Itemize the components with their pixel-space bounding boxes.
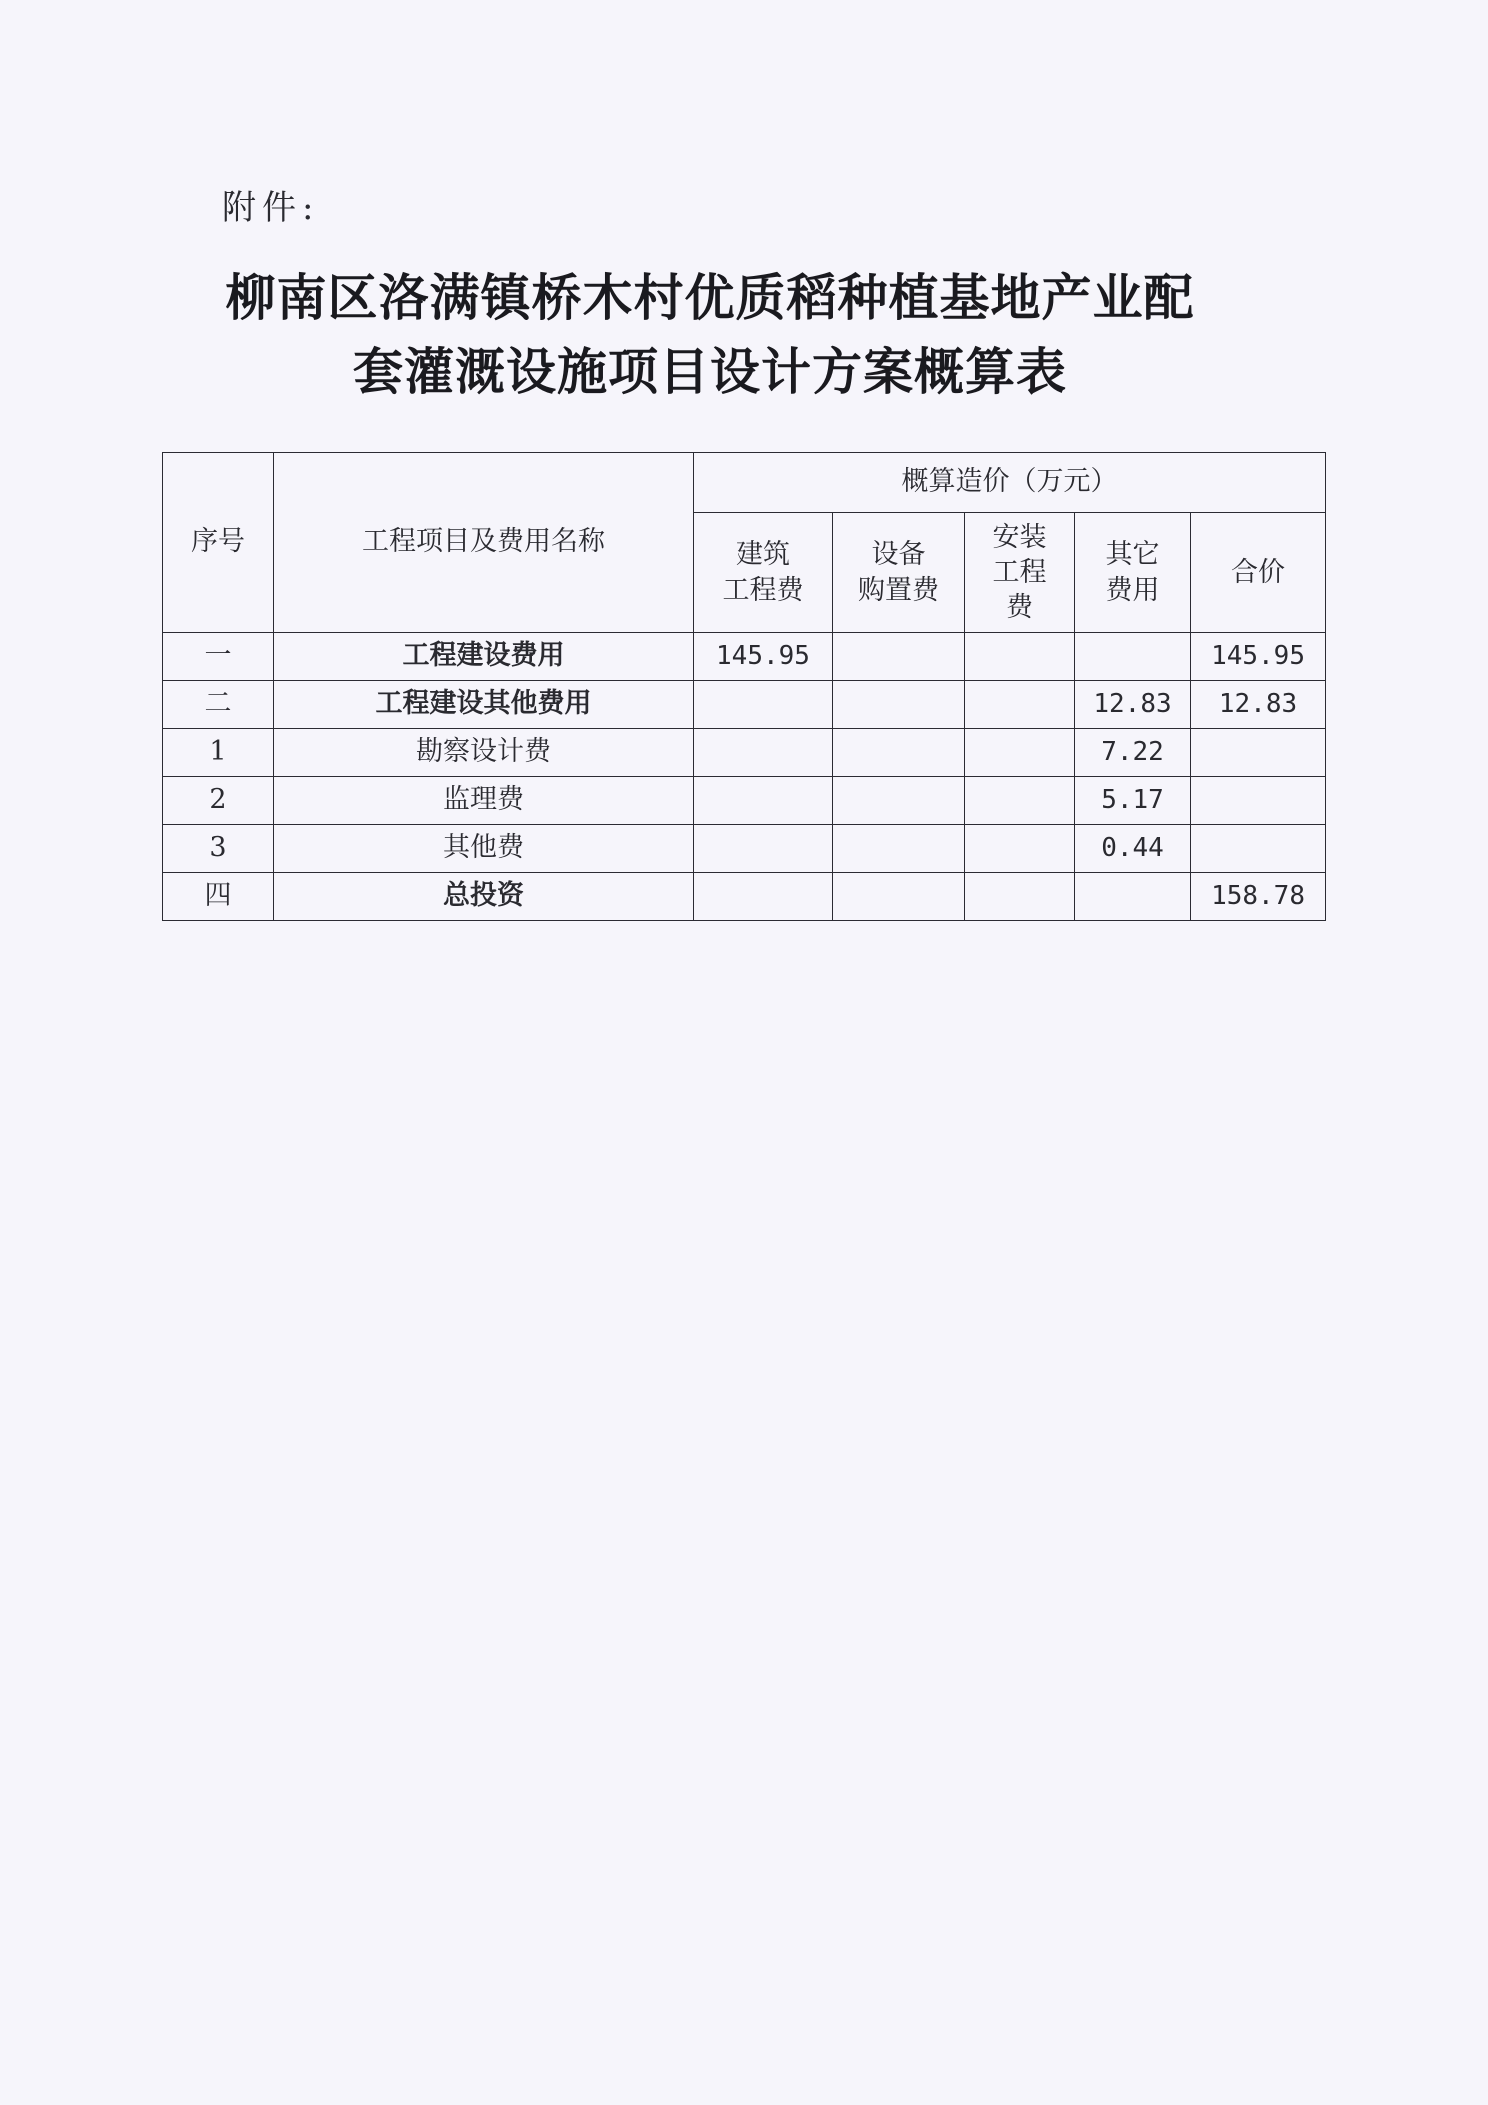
cell-installation — [965, 777, 1075, 825]
cell-equipment — [833, 633, 965, 681]
budget-estimate-table — [162, 452, 1326, 921]
table-row — [163, 729, 1326, 777]
cell-seq: 3 — [163, 825, 274, 873]
cell-construction — [694, 729, 833, 777]
cell-item-name: 工程建设其他费用 — [274, 681, 694, 729]
cell-total — [1191, 729, 1326, 777]
cell-equipment — [833, 729, 965, 777]
cell-other — [1075, 633, 1191, 681]
cell-seq: 四 — [163, 873, 274, 921]
table-row — [163, 873, 1326, 921]
document-title-line-2: 套灌溉设施项目设计方案概算表 — [353, 342, 1067, 401]
cell-installation — [965, 729, 1075, 777]
cell-construction: 145.95 — [694, 633, 833, 681]
cell-equipment — [833, 873, 965, 921]
cell-installation — [965, 633, 1075, 681]
cell-other: 5.17 — [1075, 777, 1191, 825]
attachment-label: 附件: — [222, 188, 320, 228]
cell-item-name: 监理费 — [274, 777, 694, 825]
cell-total — [1191, 777, 1326, 825]
cell-installation — [965, 825, 1075, 873]
cell-construction — [694, 777, 833, 825]
cell-seq: 1 — [163, 729, 274, 777]
table-row — [163, 825, 1326, 873]
cell-item-name: 总投资 — [274, 873, 694, 921]
cell-equipment — [833, 681, 965, 729]
cell-other — [1075, 873, 1191, 921]
cell-total: 145.95 — [1191, 633, 1326, 681]
cell-seq: 一 — [163, 633, 274, 681]
cell-other: 0.44 — [1075, 825, 1191, 873]
cell-other: 7.22 — [1075, 729, 1191, 777]
cell-construction — [694, 825, 833, 873]
cell-equipment — [833, 825, 965, 873]
header-seq: 序号 — [163, 453, 274, 633]
header-cost-group: 概算造价（万元） — [694, 453, 1326, 513]
cell-total: 12.83 — [1191, 681, 1326, 729]
cell-equipment — [833, 777, 965, 825]
cell-item-name: 其他费 — [274, 825, 694, 873]
cell-item-name: 勘察设计费 — [274, 729, 694, 777]
table-row — [163, 777, 1326, 825]
cell-item-name: 工程建设费用 — [274, 633, 694, 681]
header-equipment-cost: 设备 购置费 — [833, 513, 965, 633]
cell-total — [1191, 825, 1326, 873]
cell-seq: 2 — [163, 777, 274, 825]
cell-other: 12.83 — [1075, 681, 1191, 729]
header-other-cost: 其它 费用 — [1075, 513, 1191, 633]
cell-total: 158.78 — [1191, 873, 1326, 921]
table-row — [163, 681, 1326, 729]
header-installation-cost: 安装 工程 费 — [965, 513, 1075, 633]
cell-installation — [965, 681, 1075, 729]
document-title-line-1: 柳南区洛满镇桥木村优质稻种植基地产业配 — [225, 268, 1195, 327]
header-total: 合价 — [1191, 513, 1326, 633]
table-row — [163, 633, 1326, 681]
cell-installation — [965, 873, 1075, 921]
cell-seq: 二 — [163, 681, 274, 729]
header-item-name: 工程项目及费用名称 — [274, 453, 694, 633]
cell-construction — [694, 873, 833, 921]
header-construction-cost: 建筑 工程费 — [694, 513, 833, 633]
cell-construction — [694, 681, 833, 729]
